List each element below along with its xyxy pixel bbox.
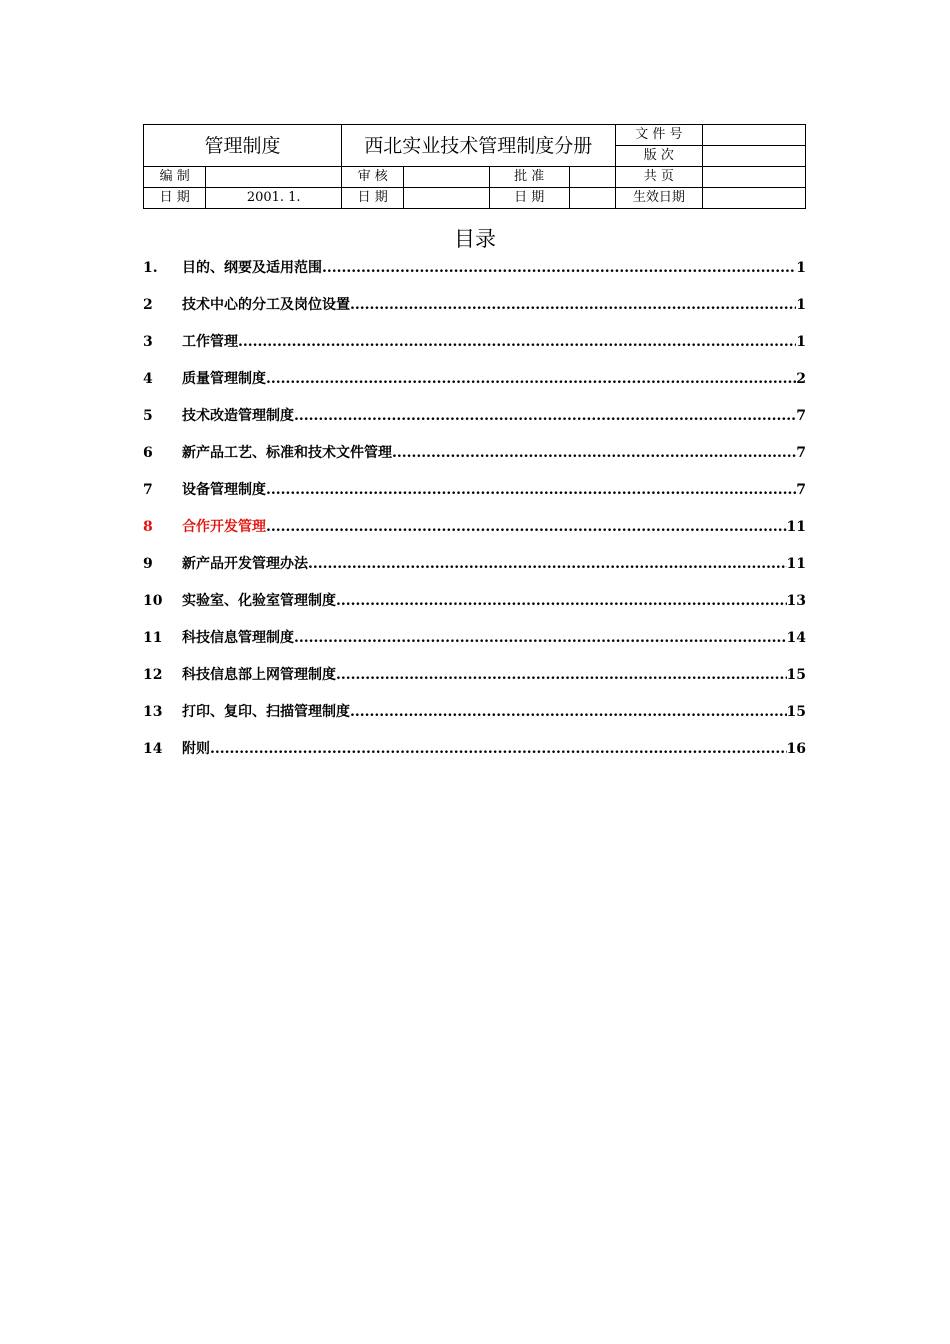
toc-entry-title: 设备管理制度 bbox=[182, 482, 266, 498]
toc-entry-number: 5 bbox=[143, 408, 153, 424]
toc-entry-title: 科技信息部上网管理制度 bbox=[182, 667, 336, 683]
approve-cell bbox=[489, 167, 615, 188]
review-label: 审 核 bbox=[342, 167, 404, 188]
compiled-value bbox=[206, 167, 342, 188]
document-header-table bbox=[143, 124, 806, 209]
toc-entry-title: 技术改造管理制度 bbox=[182, 408, 294, 424]
approve-label: 批 准 bbox=[490, 167, 570, 187]
toc-entry-title: 科技信息管理制度 bbox=[182, 630, 294, 646]
toc-entry-number: 2 bbox=[143, 297, 153, 313]
toc-entry[interactable] bbox=[143, 256, 806, 293]
toc-title: 目录 bbox=[454, 227, 496, 251]
toc-entry-number: 7 bbox=[143, 482, 153, 498]
toc-entry-number: 14 bbox=[143, 741, 163, 757]
toc-entry-number: 6 bbox=[143, 445, 153, 461]
toc-dot-leader bbox=[238, 330, 796, 354]
toc-entry-page: 1 bbox=[796, 334, 806, 350]
toc-entry[interactable] bbox=[143, 330, 806, 367]
toc-entry-number: 4 bbox=[143, 371, 153, 387]
total-pages-value bbox=[703, 167, 806, 188]
toc-entry-page: 1 bbox=[796, 297, 806, 313]
compiled-date-label: 日 期 bbox=[144, 188, 206, 209]
toc-entry-title: 目的、纲要及适用范围 bbox=[182, 260, 322, 276]
category-cell: 管理制度 bbox=[144, 125, 342, 167]
total-pages-label: 共 页 bbox=[615, 167, 703, 188]
toc-entry-title: 附则 bbox=[182, 741, 210, 757]
toc-entry[interactable] bbox=[143, 293, 806, 330]
toc-entry-title: 工作管理 bbox=[182, 334, 238, 350]
toc-entry-page: 7 bbox=[796, 482, 806, 498]
toc-entry[interactable] bbox=[143, 478, 806, 515]
toc-entry-page: 2 bbox=[796, 371, 806, 387]
toc-dot-leader bbox=[266, 515, 787, 539]
file-no-value bbox=[703, 125, 806, 146]
toc-entry[interactable] bbox=[143, 404, 806, 441]
approve-date-cell bbox=[489, 188, 615, 209]
toc-entry-number: 1. bbox=[143, 260, 158, 276]
toc-entry-page: 11 bbox=[786, 556, 806, 572]
version-label: 版 次 bbox=[615, 146, 703, 167]
version-value bbox=[703, 146, 806, 167]
toc-entry-page: 16 bbox=[786, 741, 806, 757]
toc-dot-leader bbox=[294, 626, 787, 650]
toc-entry-page: 13 bbox=[786, 593, 806, 609]
toc-entry-page: 15 bbox=[786, 704, 806, 720]
toc-entry-number: 12 bbox=[143, 667, 163, 683]
compiled-date-value: 2001. 1. bbox=[206, 188, 342, 209]
toc-entry-title: 新产品工艺、标准和技术文件管理 bbox=[182, 445, 392, 461]
approve-date-label: 日 期 bbox=[490, 188, 570, 208]
toc-dot-leader bbox=[322, 256, 796, 280]
toc-entry[interactable] bbox=[143, 552, 806, 589]
approve-value bbox=[570, 167, 615, 187]
toc-dot-leader bbox=[336, 663, 787, 687]
toc-entry[interactable] bbox=[143, 700, 806, 737]
toc-entry[interactable] bbox=[143, 441, 806, 478]
table-of-contents bbox=[143, 256, 806, 774]
toc-entry[interactable] bbox=[143, 663, 806, 700]
toc-dot-leader bbox=[266, 478, 796, 502]
toc-entry[interactable] bbox=[143, 737, 806, 774]
review-date-label: 日 期 bbox=[342, 188, 404, 209]
toc-entry-number: 11 bbox=[143, 630, 163, 646]
review-date-value bbox=[404, 188, 489, 209]
toc-entry-title: 质量管理制度 bbox=[182, 371, 266, 387]
toc-entry-page: 14 bbox=[786, 630, 806, 646]
toc-entry-page: 1 bbox=[796, 260, 806, 276]
toc-dot-leader bbox=[350, 293, 796, 317]
toc-entry[interactable] bbox=[143, 589, 806, 626]
toc-entry-title: 打印、复印、扫描管理制度 bbox=[182, 704, 350, 720]
toc-entry[interactable] bbox=[143, 515, 806, 552]
toc-dot-leader bbox=[210, 737, 787, 761]
toc-entry-page: 7 bbox=[796, 445, 806, 461]
toc-entry-page: 11 bbox=[786, 519, 806, 535]
toc-dot-leader bbox=[266, 367, 796, 391]
toc-dot-leader bbox=[392, 441, 796, 465]
toc-entry-number: 10 bbox=[143, 593, 163, 609]
toc-entry[interactable] bbox=[143, 367, 806, 404]
toc-entry-title: 实验室、化验室管理制度 bbox=[182, 593, 336, 609]
toc-dot-leader bbox=[294, 404, 796, 428]
compiled-label: 编 制 bbox=[144, 167, 206, 188]
approve-date-value bbox=[570, 188, 615, 208]
toc-entry-title: 技术中心的分工及岗位设置 bbox=[182, 297, 350, 313]
effective-date-label: 生效日期 bbox=[615, 188, 703, 209]
toc-entry-title: 新产品开发管理办法 bbox=[182, 556, 308, 572]
toc-entry-number: 13 bbox=[143, 704, 163, 720]
toc-entry[interactable] bbox=[143, 626, 806, 663]
toc-dot-leader bbox=[308, 552, 787, 576]
toc-entry-number: 3 bbox=[143, 334, 153, 350]
review-value bbox=[404, 167, 489, 188]
file-no-label: 文 件 号 bbox=[615, 125, 703, 146]
effective-date-value bbox=[703, 188, 806, 209]
toc-entry-page: 7 bbox=[796, 408, 806, 424]
toc-entry-number: 8 bbox=[143, 519, 153, 535]
toc-dot-leader bbox=[350, 700, 787, 724]
toc-entry-page: 15 bbox=[786, 667, 806, 683]
document-title-cell: 西北实业技术管理制度分册 bbox=[342, 125, 616, 167]
toc-entry-title: 合作开发管理 bbox=[182, 519, 266, 535]
toc-entry-number: 9 bbox=[143, 556, 153, 572]
toc-dot-leader bbox=[336, 589, 787, 613]
